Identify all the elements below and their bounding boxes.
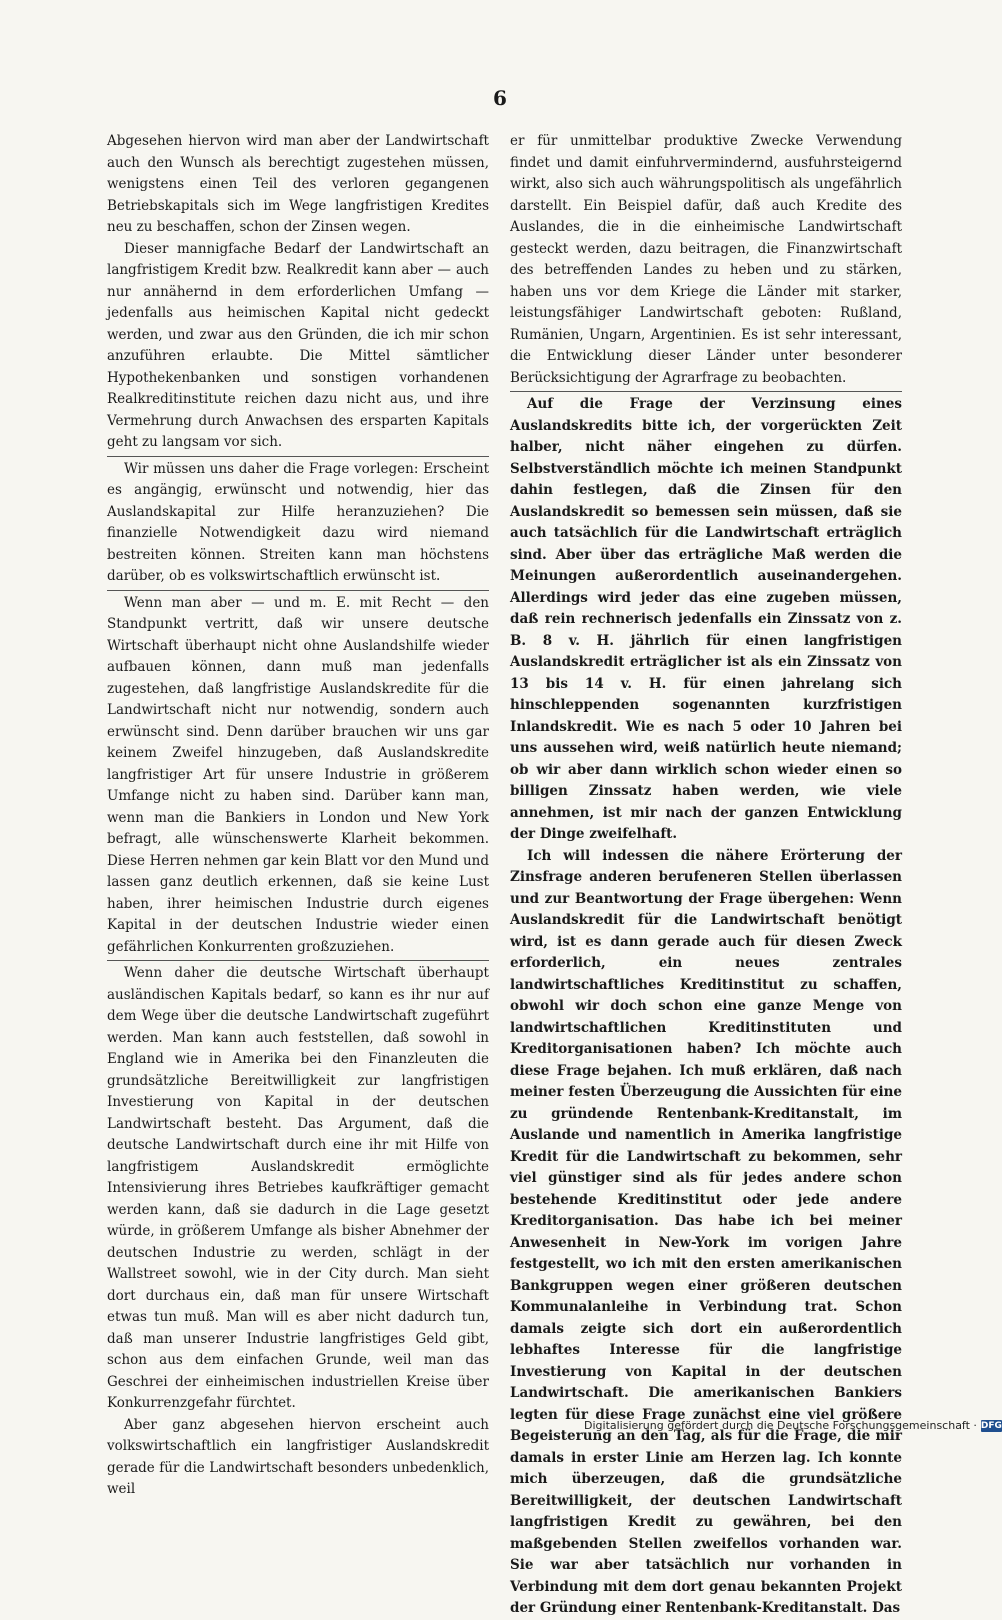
divider xyxy=(510,391,902,392)
divider xyxy=(107,960,489,961)
page-number: 6 xyxy=(493,86,507,110)
divider xyxy=(107,590,489,591)
paragraph: Ich will indessen die nähere Erörterung der Zinsfrage anderen berufeneren Stellen überlassen und zur Beantwortung der Frage übergehen: Wenn Auslandskredit für die Landwirtschaft benötigt wird, ist es dann gerade auch für diesen Zweck erforderlich, ein neues zentrales landwirtschaftliches Kreditinstitut zu schaffen, obwohl wir doch schon eine ganze Menge von landwirtschaftlichen Kreditinstituten und Kreditorganisationen haben? Ich möchte auch diese Frage bejahen. Ich muß erklären, daß nach meiner festen Überzeugung die Aussichten für eine zu gründende Rentenbank-Kreditanstalt, im Auslande und namentlich in Amerika langfristige Kredit für die Landwirtschaft zu bekommen, sehr viel günstiger sind als für jedes andere schon bestehende Kreditinstitut oder jede andere Kreditorganisation. Das habe ich bei meiner Anwesenheit in New-York im vorigen Jahre festgestellt, wo ich mit den ersten amerikanischen Bankgruppen wegen einer größeren deutschen Kommunalanleihe in Verbindung trat. Schon damals zeigte sich dort ein außerordentlich lebhaftes Interesse für die langfristige Investierung von Kapital in der deutschen Landwirtschaft. Die amerikanischen Bankiers legten für diese Frage zunächst eine viel größere Begeisterung an den Tag, als für die Frage, die mir damals in erster Linie am Herzen lag. Ich konnte mich überzeugen, daß die grundsätzliche Bereitwilligkeit, der deutschen Landwirtschaft langfristigen Kredit zu gewähren, bei den maßgebenden Stellen zweifellos vorhanden war. Sie war aber tatsächlich nur vorhanden in Verbindung mit dem dort genau bekannten Projekt der Gründung einer Rentenbank-Kreditanstalt. Das xyxy=(510,847,902,1616)
divider xyxy=(107,456,489,457)
paragraph: Dieser mannigfache Bedarf der Landwirtschaft an langfristigem Kredit bzw. Realkredit kann aber — auch nur annähernd in dem erforderlichen Umfang — jedenfalls aus heimischen Kapital nicht gedeckt werden, und zwar aus den Gründen, die ich mir schon anzuführen erlaubte. Die Mittel sämtlicher Hypothekenbanken und sonstigen vorhandenen Realkreditinstitute reichen dazu nicht aus, und ihre Vermehrung durch Anwachsen des ersparten Kapitals geht zu langsam vor sich. xyxy=(107,240,489,450)
dfg-logo-icon: DFG xyxy=(980,1421,1002,1431)
text-column-left xyxy=(107,131,489,1497)
paragraph: Wir müssen uns daher die Frage vorlegen: Erscheint es angängig, erwünscht und notwendig, hier das Auslandskapital zur Hilfe heranzuziehen? Die finanzielle Notwendigkeit dazu wird niemand bestreiten können. Streiten kann man höchstens darüber, ob es volkswirtschaftlich erwünscht ist. xyxy=(107,460,489,584)
paragraph: Aber ganz abgesehen hiervon erscheint auch volkswirtschaftlich ein langfristiger Auslandskredit gerade für die Landwirtschaft besonders unbedenklich, weil xyxy=(107,1416,489,1497)
paragraph: Wenn daher die deutsche Wirtschaft überhaupt ausländischen Kapitals bedarf, so kann es ihr nur auf dem Wege über die deutsche Landwirtschaft zugeführt werden. Man kann auch feststellen, daß sowohl in England wie in Amerika bei den Finanzleuten die grundsätzliche Bereitwilligkeit zur langfristigen Investierung von Kapital in der deutschen Landwirtschaft besteht. Das Argument, daß die deutsche Landwirtschaft durch eine ihr mit Hilfe von langfristigem Auslandskredit ermöglichte Intensivierung ihres Betriebes kaufkräftiger gemacht werden kann, daß sie dadurch in die Lage gesetzt würde, in größerem Umfange als bisher Abnehmer der deutschen Industrie zu werden, schlägt in der Wallstreet sowohl, wie in der City durch. Man sieht dort durchaus ein, daß man für unsere Wirtschaft etwas tun muß. Man will es aber nicht dadurch tun, daß man unserer Industrie langfristiges Geld gibt, schon aus dem einfachen Grunde, weil man das Geschrei der einheimischen industriellen Kreise über Konkurrenzgefahr fürchtet. xyxy=(107,965,489,1411)
paragraph: Auf die Frage der Verzinsung eines Auslandskredits bitte ich, der vorgerückten Zeit halber, nicht näher eingehen zu dürfen. Selbstverständlich möchte ich meinen Standpunkt dahin festlegen, daß die Zinsen für den Auslandskredit so bemessen sein müssen, daß sie auch tatsächlich für die Landwirtschaft erträglich sind. Aber über das erträgliche Maß werden die Meinungen außerordentlich auseinandergehen. Allerdings wird jeder das eine zugeben müssen, daß rein rechnerisch jedenfalls ein Zinssatz von z. B. 8 v. H. jährlich für einen langfristigen Auslandskredit erträglicher ist als ein Zinssatz von 13 bis 14 v. H. für einen jahrelang sich hinschleppenden sogenannten kurzfristigen Inlandskredit. Wie es nach 5 oder 10 Jahren bei uns aussehen wird, weiß natürlich heute niemand; ob wir aber dann wirklich schon wieder einen so billigen Zinssatz haben werden, wie viele annehmen, ist mir nach der ganzen Entwicklung der Dinge zweifelhaft. xyxy=(510,396,902,842)
paragraph: Abgesehen hiervon wird man aber der Landwirtschaft auch den Wunsch als berechtigt zugestehen müssen, wenigstens einen Teil des verloren gegangenen Betriebskapitals sich im Wege langfristigen Kredites neu zu beschaffen, schon der Zinsen wegen. xyxy=(107,133,489,235)
paragraph: er für unmittelbar produktive Zwecke Verwendung findet und damit einfuhrvermindernd, ausfuhrsteigernd wirkt, also sich auch währungspolitisch als ungefährlich darstellt. Ein Beispiel dafür, daß auch Kredite des Auslandes, die in die einheimische Landwirtschaft gesteckt werden, dazu beitragen, die Finanzwirtschaft des betreffenden Landes zu heben und zu stärken, haben uns vor dem Kriege die Länder mit starker, leistungsfähiger Landwirtschaft geboten: Rußland, Rumänien, Ungarn, Argentinien. Es ist sehr interessant, die Entwicklung dieser Länder unter besonderer Berücksichtigung der Agrarfrage zu beobachten. xyxy=(510,133,902,386)
paragraph: Wenn man aber — und m. E. mit Recht — den Standpunkt vertritt, daß wir unsere deutsche Wirtschaft überhaupt nicht ohne Auslandshilfe wieder aufbauen können, dann muß man jedenfalls zugestehen, daß langfristige Auslandskredite für die Landwirtschaft nicht nur notwendig, sondern auch erwünscht sind. Denn darüber brauchen wir uns gar keinem Zweifel hinzugeben, daß Auslandskredite langfristiger Art für unsere Industrie in größerem Umfange nicht zu haben sind. Darüber kann man, wenn man die Bankiers in London und New York befragt, alle wünschenswerte Klarheit bekommen. Diese Herren nehmen gar kein Blatt vor den Mund und lassen ganz deutlich erkennen, daß sie keine Lust haben, ihrer heimischen Industrie durch eigenes Kapital in der deutschen Industrie wieder einen gefährlichen Konkurrenten großzuziehen. xyxy=(107,594,489,955)
footer-text: Digitalisierung gefördert durch die Deutsche Forschungsgemeinschaft · xyxy=(584,1419,977,1432)
digitization-footer xyxy=(584,1419,1002,1433)
